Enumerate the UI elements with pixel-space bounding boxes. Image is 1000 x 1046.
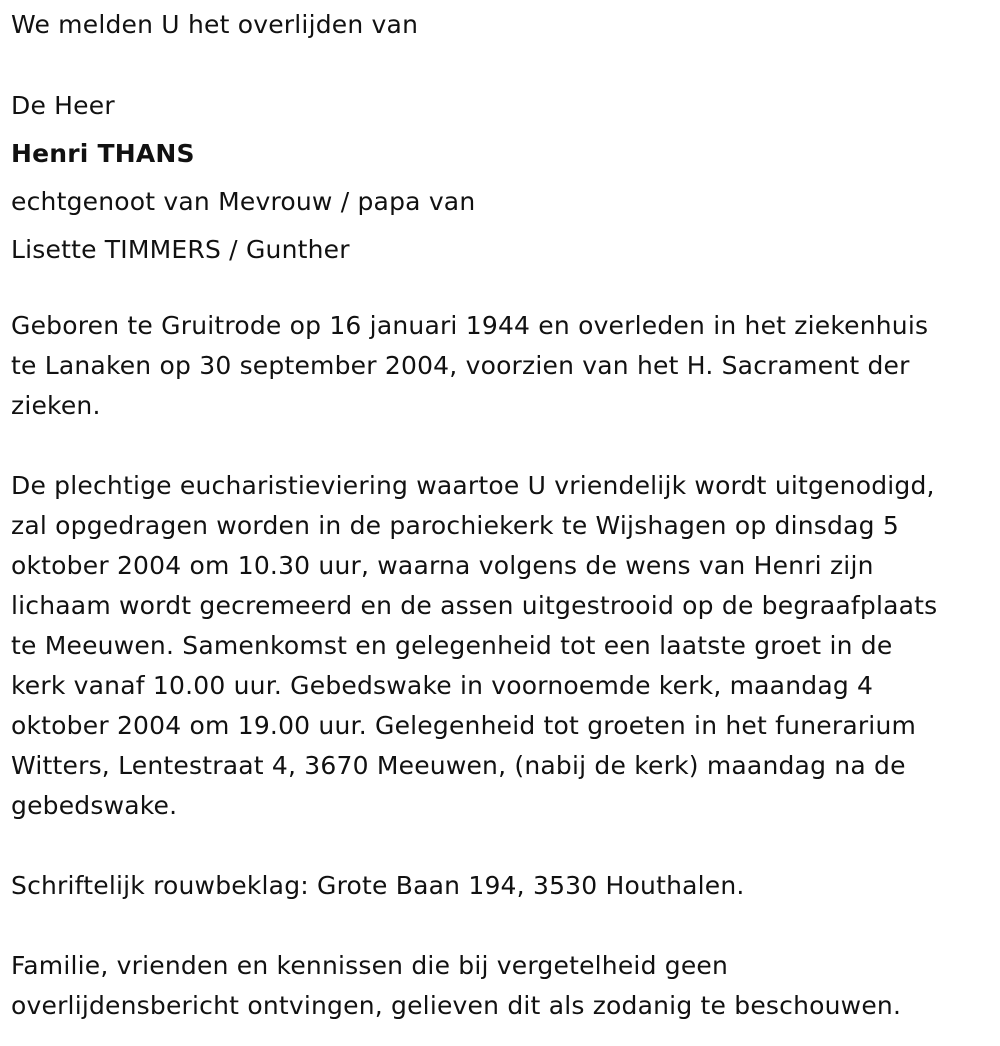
spacer (11, 50, 996, 82)
birth-death-paragraph (11, 306, 996, 426)
paragraph-line: oktober 2004 om 10.30 uur, waarna volgens de wens van Henri zijn (11, 551, 874, 580)
condolences-paragraph (11, 866, 996, 906)
paragraph-line: overlijdensbericht ontvingen, gelieven dit als zodanig te beschouwen. (11, 991, 902, 1020)
spacer (11, 426, 996, 466)
paragraph-line: Familie, vrienden en kennissen die bij vergetelheid geen (11, 951, 729, 980)
title-line: De Heer (11, 91, 115, 120)
spacer (11, 826, 996, 866)
paragraph-line: zal opgedragen worden in de parochiekerk te Wijshagen op dinsdag 5 (11, 511, 899, 540)
death-notice (11, 0, 996, 1026)
deceased-name: Henri THANS (11, 139, 195, 168)
paragraph-line: oktober 2004 om 19.00 uur. Gelegenheid tot groeten in het funerarium (11, 711, 917, 740)
spacer (11, 906, 996, 946)
paragraph-line: Witters, Lentestraat 4, 3670 Meeuwen, (nabij de kerk) maandag na de (11, 751, 906, 780)
paragraph-line: zieken. (11, 391, 101, 420)
ceremony-paragraph (11, 466, 996, 826)
paragraph-line: De plechtige eucharistieviering waartoe U vriendelijk wordt uitgenodigd, (11, 471, 935, 500)
relation-line-1: echtgenoot van Mevrouw / papa van (11, 187, 476, 216)
spacer (11, 274, 996, 306)
paragraph-line: Schriftelijk rouwbeklag: Grote Baan 194, 3530 Houthalen. (11, 871, 745, 900)
paragraph-line: lichaam wordt gecremeerd en de assen uitgestrooid op de begraafplaats (11, 591, 938, 620)
paragraph-line: kerk vanaf 10.00 uur. Gebedswake in voornoemde kerk, maandag 4 (11, 671, 874, 700)
paragraph-line: gebedswake. (11, 791, 178, 820)
closing-paragraph (11, 946, 996, 1026)
paragraph-line: Geboren te Gruitrode op 16 januari 1944 en overleden in het ziekenhuis (11, 311, 929, 340)
intro-line: We melden U het overlijden van (11, 10, 419, 39)
paragraph-line: te Lanaken op 30 september 2004, voorzien van het H. Sacrament der (11, 351, 910, 380)
paragraph-line: te Meeuwen. Samenkomst en gelegenheid tot een laatste groet in de (11, 631, 893, 660)
relation-line-2: Lisette TIMMERS / Gunther (11, 235, 350, 264)
